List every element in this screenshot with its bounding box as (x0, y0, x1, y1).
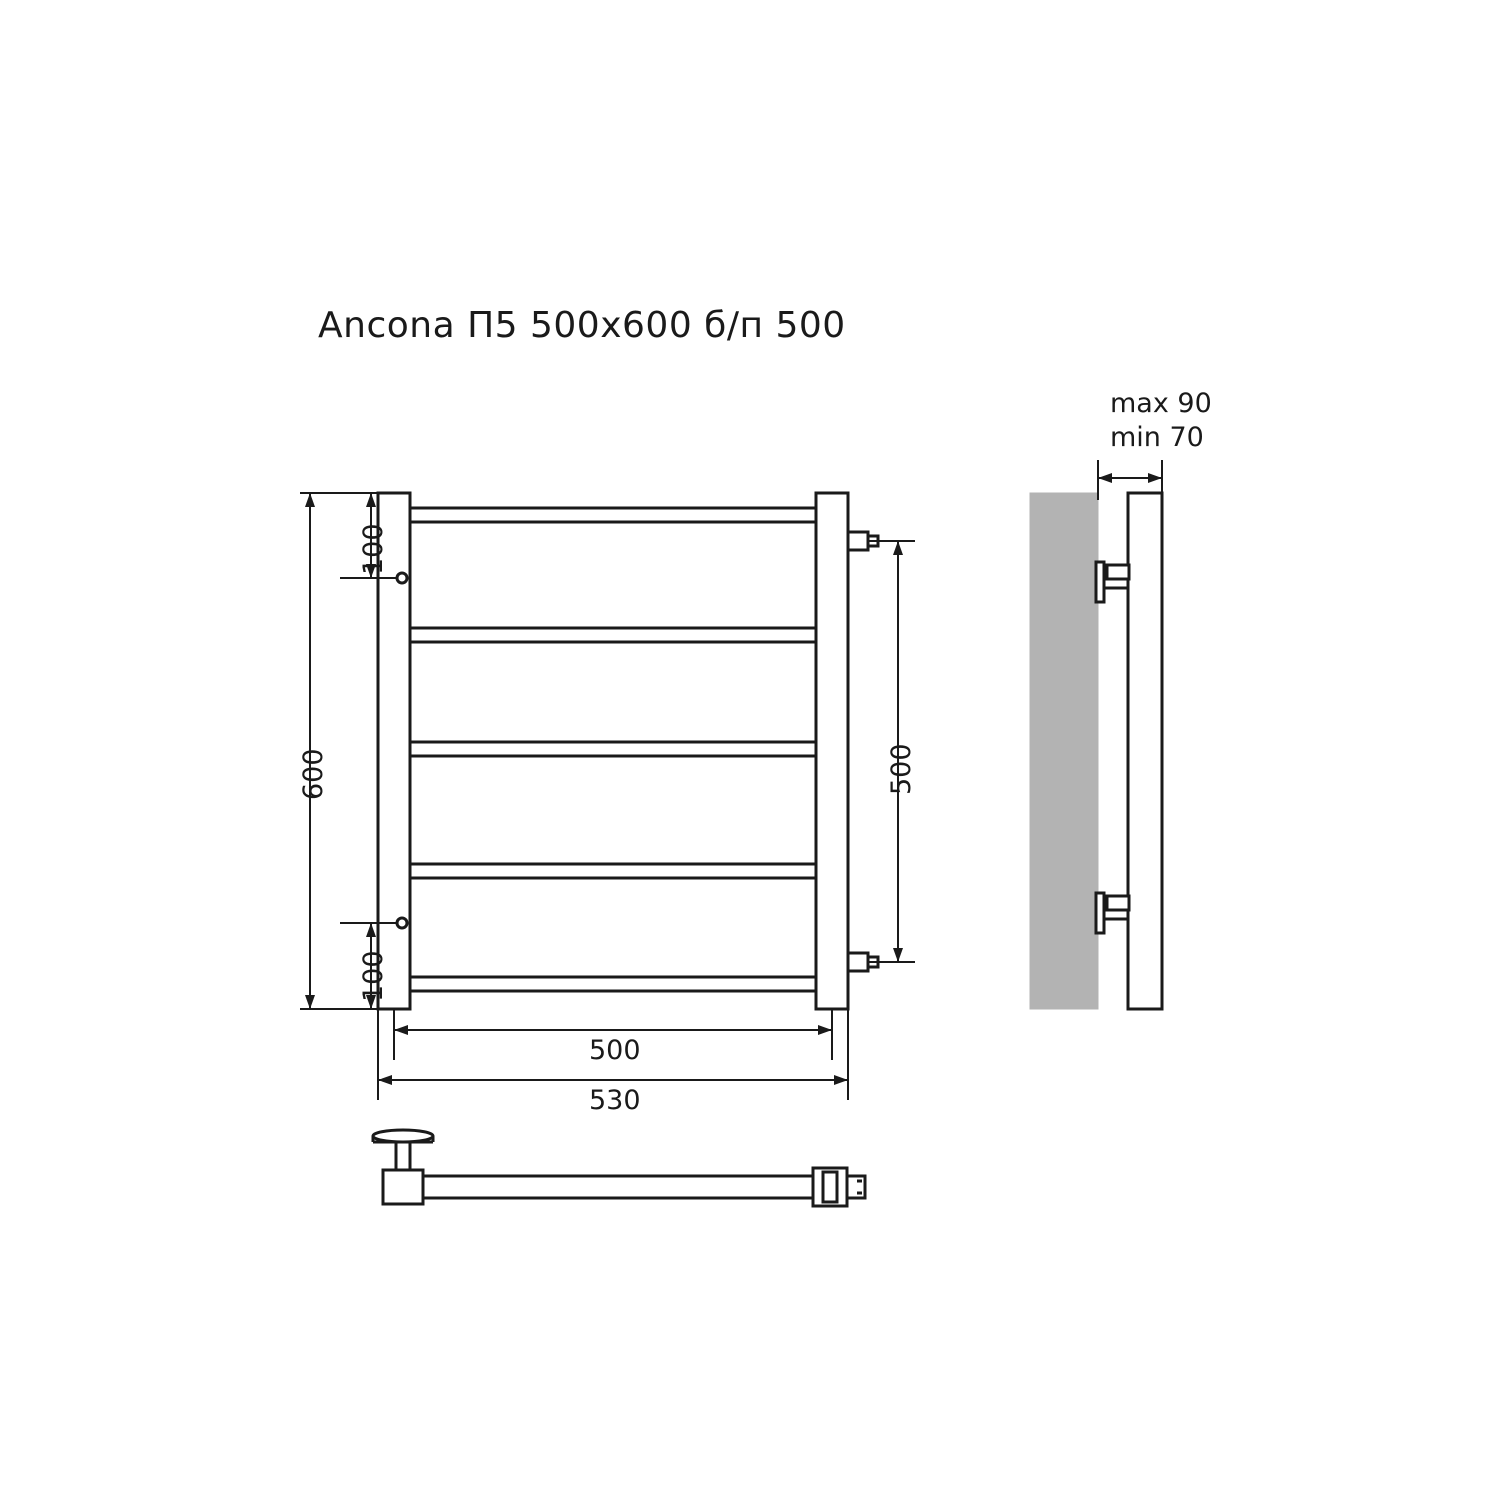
page-title: Ancona П5 500x600 б/п 500 (318, 305, 846, 346)
dim-label-total-height: 600 (298, 748, 329, 800)
mount-point-bottom (397, 918, 407, 928)
side-connectors (1107, 565, 1129, 910)
connector-bottom (848, 953, 868, 971)
front-view-group (378, 493, 878, 1009)
rail-3 (410, 742, 816, 756)
side-connector-bottom (1107, 896, 1129, 910)
dim-500-vert-arrow-top (893, 541, 903, 555)
connector-top (848, 532, 868, 550)
dim-600-arrow-top (305, 493, 315, 507)
detail-end-nut (847, 1176, 865, 1198)
dim-label-bottom-segment: 100 (358, 950, 389, 1002)
bracket-bottom-plate (1096, 893, 1104, 933)
detail-stem (396, 1142, 410, 1170)
dim-wall-offset-arrow-right (1148, 473, 1162, 483)
dim-530-arrow-left (378, 1075, 392, 1085)
side-view-group (1030, 493, 1162, 1009)
side-connector-top (1107, 565, 1129, 579)
dim-500-horz-arrow-right (818, 1025, 832, 1035)
dim-wall-offset-arrow-left (1098, 473, 1112, 483)
rail-2 (410, 628, 816, 642)
dim-530-arrow-right (834, 1075, 848, 1085)
dim-500-horz-arrow-left (394, 1025, 408, 1035)
dim-label-wall-offset-min: min 70 (1110, 422, 1204, 453)
rail-5 (410, 977, 816, 991)
dim-label-wall-offset-max: max 90 (1110, 388, 1212, 419)
dim-label-connector-spacing: 500 (886, 743, 917, 795)
bracket-top-plate (1096, 562, 1104, 602)
detail-tube (423, 1176, 813, 1198)
dim-600-arrow-bottom (305, 995, 315, 1009)
detail-end-sleeve (823, 1172, 837, 1202)
mount-point-top (397, 573, 407, 583)
dim-label-inner-width: 500 (589, 1035, 641, 1066)
rail-4 (410, 864, 816, 878)
dim-100-bottom-arrow-a (366, 923, 376, 937)
detail-wall-flange (373, 1130, 433, 1142)
dim-label-top-segment: 100 (358, 523, 389, 575)
dim-label-outer-width: 530 (589, 1085, 641, 1116)
dim-100-top-arrow-a (366, 493, 376, 507)
right-post (816, 493, 848, 1009)
bracket-detail-group (373, 1130, 865, 1206)
rails (410, 508, 816, 991)
detail-body (383, 1170, 423, 1204)
side-post-profile (1128, 493, 1162, 1009)
connectors (848, 532, 878, 971)
rail-1 (410, 508, 816, 522)
wall-block (1030, 493, 1098, 1009)
dim-500-vert-arrow-bottom (893, 948, 903, 962)
